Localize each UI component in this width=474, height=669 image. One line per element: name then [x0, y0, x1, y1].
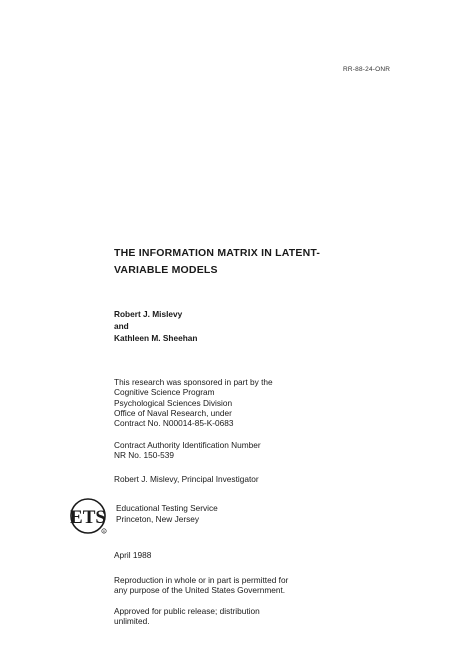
sponsorship-line: This research was sponsored in part by the	[114, 377, 273, 387]
ets-logo-text: ETS	[70, 507, 106, 528]
author-1: Robert J. Mislevy	[114, 309, 183, 319]
author-2: Kathleen M. Sheehan	[114, 333, 198, 343]
author-block	[114, 308, 197, 344]
sponsorship-line: Contract No. N00014-85-K-0683	[114, 418, 234, 429]
release-line: unlimited.	[114, 616, 150, 627]
publication-date: April 1988	[114, 550, 152, 560]
title-line-1: THE INFORMATION MATRIX IN LATENT-	[114, 247, 321, 259]
release-line: Approved for public release; distribution	[114, 606, 260, 616]
reproduction-line: any purpose of the United States Government.	[114, 585, 286, 596]
contract-authority-line: NR No. 150-539	[114, 450, 174, 461]
reproduction-line: Reproduction in whole or in part is permitted for	[114, 575, 289, 585]
contract-authority-paragraph	[114, 440, 261, 461]
svg-text:R: R	[102, 529, 106, 534]
report-number: RR-88-24-ONR	[343, 66, 391, 73]
sponsorship-line: Psychological Sciences Division	[114, 397, 233, 408]
document-title	[114, 245, 374, 279]
organization-location: Princeton, New Jersey	[116, 513, 200, 524]
title-line-2: VARIABLE MODELS	[114, 264, 218, 276]
sponsorship-line: Office of Naval Research, under	[114, 407, 232, 418]
sponsorship-paragraph	[114, 377, 273, 428]
organization-block	[116, 503, 218, 524]
contract-authority-line: Contract Authority Identification Number	[114, 440, 261, 450]
organization-name: Educational Testing Service	[116, 503, 218, 513]
release-notice	[114, 606, 260, 627]
principal-investigator: Robert J. Mislevy, Principal Investigator	[114, 474, 259, 484]
ets-logo-icon	[66, 496, 110, 536]
author-conjunction: and	[114, 321, 129, 331]
sponsorship-line: Cognitive Science Program	[114, 387, 215, 398]
reproduction-notice	[114, 575, 288, 596]
